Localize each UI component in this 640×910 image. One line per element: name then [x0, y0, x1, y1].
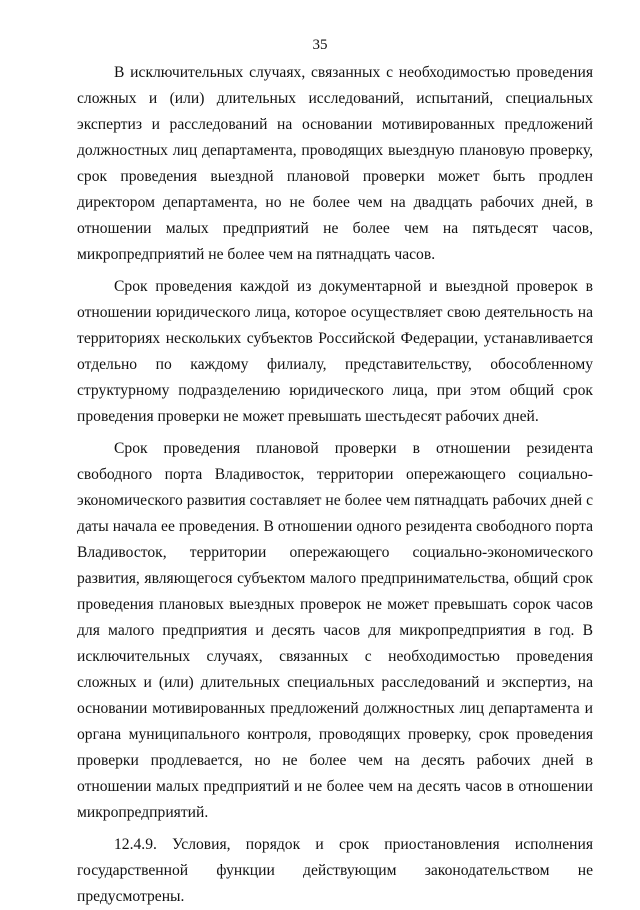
page-number: 35	[312, 37, 328, 53]
paragraph-12-4-9: 12.4.9. Условия, порядок и срок приостановления исполнения государственной функции действующим законодательством не предусмотрены.	[77, 836, 593, 905]
paragraph-free-port-resident: Срок проведения плановой проверки в отношении резидента свободного порта Владивосток, территории опережающего социально-экономического развития составляет не более чем пятнадцать рабочих дней с даты начала ее проведения. В отношении одного резидента свободного порта Владивосток, территории опережающего социально-экономического развития, являющегося субъектом малого предпринимательства, общий срок проведения плановых выездных проверок не может превышать сорок часов для малого предприятия и десять часов для микропредприятия в год. В исключительных случаях, связанных с необходимостью проведения сложных и (или) длительных специальных расследований и экспертиз, на основании мотивированных предложений должностных лиц департамента и органа муниципального контроля, проводящих проверку, срок проведения проверки продлевается, но не более чем на десять рабочих дней в отношении малых предприятий и не более чем на десять часов в отношении микропредприятий.	[77, 440, 593, 821]
paragraph-extension-conditions: В исключительных случаях, связанных с необходимостью проведения сложных и (или) длительных исследований, испытаний, специальных экспертиз и расследований на основании мотивированных предложений должностных лиц департамента, проводящих выездную плановую проверку, срок проведения выездной плановой проверки может быть продлен директором департамента, но не более чем на двадцать рабочих дней, в отношении малых предприятий не более чем на пятьдесят часов, микропредприятий не более чем на пятнадцать часов.	[77, 64, 593, 263]
document-body	[77, 60, 593, 910]
paragraph-multi-region-inspection: Срок проведения каждой из документарной и выездной проверок в отношении юридического лица, которое осуществляет свою деятельность на территориях нескольких субъектов Российской Федерации, устанавливается отдельно по каждому филиалу, представительству, обособленному структурному подразделению юридического лица, при этом общий срок проведения проверки не может превышать шестьдесят рабочих дней.	[77, 278, 593, 425]
